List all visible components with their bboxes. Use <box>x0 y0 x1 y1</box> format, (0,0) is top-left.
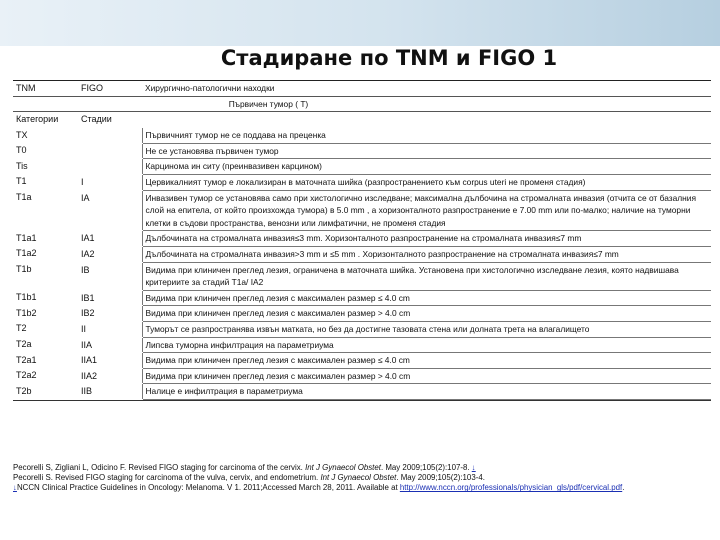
description-cell: Налице е инфилтрация в параметриума <box>142 384 711 400</box>
references <box>13 463 711 494</box>
description-cell: Видима при клиничен преглед лезия с максимален размер > 4.0 cm <box>142 368 711 384</box>
figo-cell: IA2 <box>78 246 142 262</box>
table-row <box>13 231 711 247</box>
figo-cell <box>78 143 142 159</box>
table-row <box>13 159 711 175</box>
figo-cell: IB2 <box>78 306 142 322</box>
reference-1: Pecorelli S, Zigliani L, Odicino F. Revised FIGO staging for carcinoma of the cervix. Int J Gynaecol Obstet. May 2009;105(2):107-8. ↓ <box>13 463 476 472</box>
header-tnm: TNM <box>13 81 78 96</box>
table-row <box>13 262 711 290</box>
category-row <box>13 112 711 129</box>
table-subheader-row <box>13 96 711 112</box>
tnm-cell: Tis <box>16 160 28 171</box>
description-cell: Липсва туморна инфилтрация на параметриума <box>142 337 711 353</box>
table-row <box>13 290 711 306</box>
figo-cell <box>78 128 142 143</box>
figo-cell: I <box>78 174 142 190</box>
nccn-url-link[interactable]: http://www.nccn.org/professionals/physician_gls/pdf/cervical.pdf <box>399 483 623 493</box>
figo-cell: II <box>78 321 142 337</box>
table-row <box>13 384 711 400</box>
description-cell: Не се установява първичен тумор <box>142 143 711 159</box>
tnm-cell: T1 <box>16 176 27 187</box>
description-cell: Първичният тумор не се поддава на преценка <box>142 128 711 143</box>
figo-cell: IIA <box>78 337 142 353</box>
tnm-cell: T2a1 <box>16 354 37 365</box>
description-cell: Цервикалният тумор е локализиран в маточната шийка (разпространението към corpus uteri не променя стадия) <box>142 174 711 190</box>
table-row <box>13 128 711 143</box>
reference-3: ↓NCCN Clinical Practice Guidelines in Oncology: Melanoma. V 1. 2011;Accessed March 28, 2011. Available at http://www.nccn.org/professionals/physician_gls/pdf/cervical.pdf. <box>13 483 625 493</box>
description-cell: Видима при клиничен преглед лезия, ограничена в маточната шийка. Установена при хистологично изследване лезия, която надвишава критериите за стадий T1a/ IA2 <box>142 262 711 290</box>
tnm-cell: T1b <box>16 264 32 275</box>
figo-cell: IA <box>78 190 142 231</box>
tnm-cell: T2a <box>16 339 32 349</box>
figo-cell: IIA2 <box>78 368 142 384</box>
table-row <box>13 174 711 190</box>
description-cell: Видима при клиничен преглед лезия с максимален размер ≤ 4.0 cm <box>142 290 711 306</box>
table-header-row <box>13 81 711 96</box>
stage-label: Стадии <box>81 114 112 125</box>
reference-1-link[interactable]: ↓ <box>471 463 476 472</box>
reference-2: Pecorelli S. Revised FIGO staging for carcinoma of the vulva, cervix, and endometrium. Int J Gynaecol Obstet. May 2009;105(2):103-4. <box>13 473 485 483</box>
tnm-cell: T1a2 <box>16 248 37 259</box>
tnm-cell: T1a1 <box>16 232 37 243</box>
description-cell: Видима при клиничен преглед лезия с максимален размер ≤ 4.0 cm <box>142 353 711 369</box>
table-row <box>13 143 711 159</box>
table-row <box>13 321 711 337</box>
figo-cell <box>78 159 142 175</box>
figo-cell: IIB <box>78 384 142 400</box>
tnm-cell: T0 <box>16 145 27 156</box>
slide-title: Стадиране по TNM и FIGO 1 <box>220 46 558 70</box>
tnm-cell: T1a <box>16 192 32 203</box>
table-row <box>13 337 711 353</box>
header-figo: FIGO <box>78 81 142 96</box>
table-row <box>13 246 711 262</box>
table-row <box>13 306 711 322</box>
subheader-primary-tumor: Първичен тумор ( T) <box>13 96 711 112</box>
category-empty <box>142 112 711 129</box>
table-row <box>13 368 711 384</box>
figo-cell: IB <box>78 262 142 290</box>
figo-cell: IIA1 <box>78 353 142 369</box>
description-cell: Видима при клиничен преглед лезия с максимален размер > 4.0 cm <box>142 306 711 322</box>
description-cell: Карцинома ин ситу (преинвазивен карцином) <box>142 159 711 175</box>
figo-cell: IB1 <box>78 290 142 306</box>
figo-cell: IA1 <box>78 231 142 247</box>
tnm-cell: T2a2 <box>16 370 37 381</box>
header-band <box>0 0 720 46</box>
reference-3-link[interactable]: ↓ <box>13 483 17 493</box>
description-cell: Дълбочината на стромалната инвазия>3 mm и ≤5 mm . Хоризонталното разпространение на стромалната инвазия≤7 mm <box>142 246 711 262</box>
description-cell: Туморът се разпространява извън матката, но без да достигне тазовата стена или долната трета на влагалището <box>142 321 711 337</box>
description-cell: Инвазивен тумор се установява само при хистологично изследване; максимална дълбочина на стромалната инвазия (отчита се от базалния слой на епитела, от който произхожда тумора) в 5.0 mm , а хоризонталното разпространение е 7.00 mm или по-малко; наличие на туморни клетки в съдови пространства, венозни или лимфатични, не променя стадия <box>142 190 711 231</box>
description-cell: Дълбочината на стромалната инвазия≤3 mm. Хоризонталното разпространение на стромалната инвазия≤7 mm <box>142 231 711 247</box>
header-findings: Хирургично-патологични находки <box>142 81 711 96</box>
table-row <box>13 190 711 231</box>
tnm-cell: T2 <box>16 323 27 334</box>
tnm-cell: T2b <box>16 385 32 396</box>
tnm-cell: TX <box>16 130 28 141</box>
tnm-cell: T1b2 <box>16 307 37 318</box>
tnm-cell: T1b1 <box>16 292 37 303</box>
staging-table <box>13 80 711 401</box>
category-label: Категории <box>16 114 59 125</box>
table-row <box>13 353 711 369</box>
